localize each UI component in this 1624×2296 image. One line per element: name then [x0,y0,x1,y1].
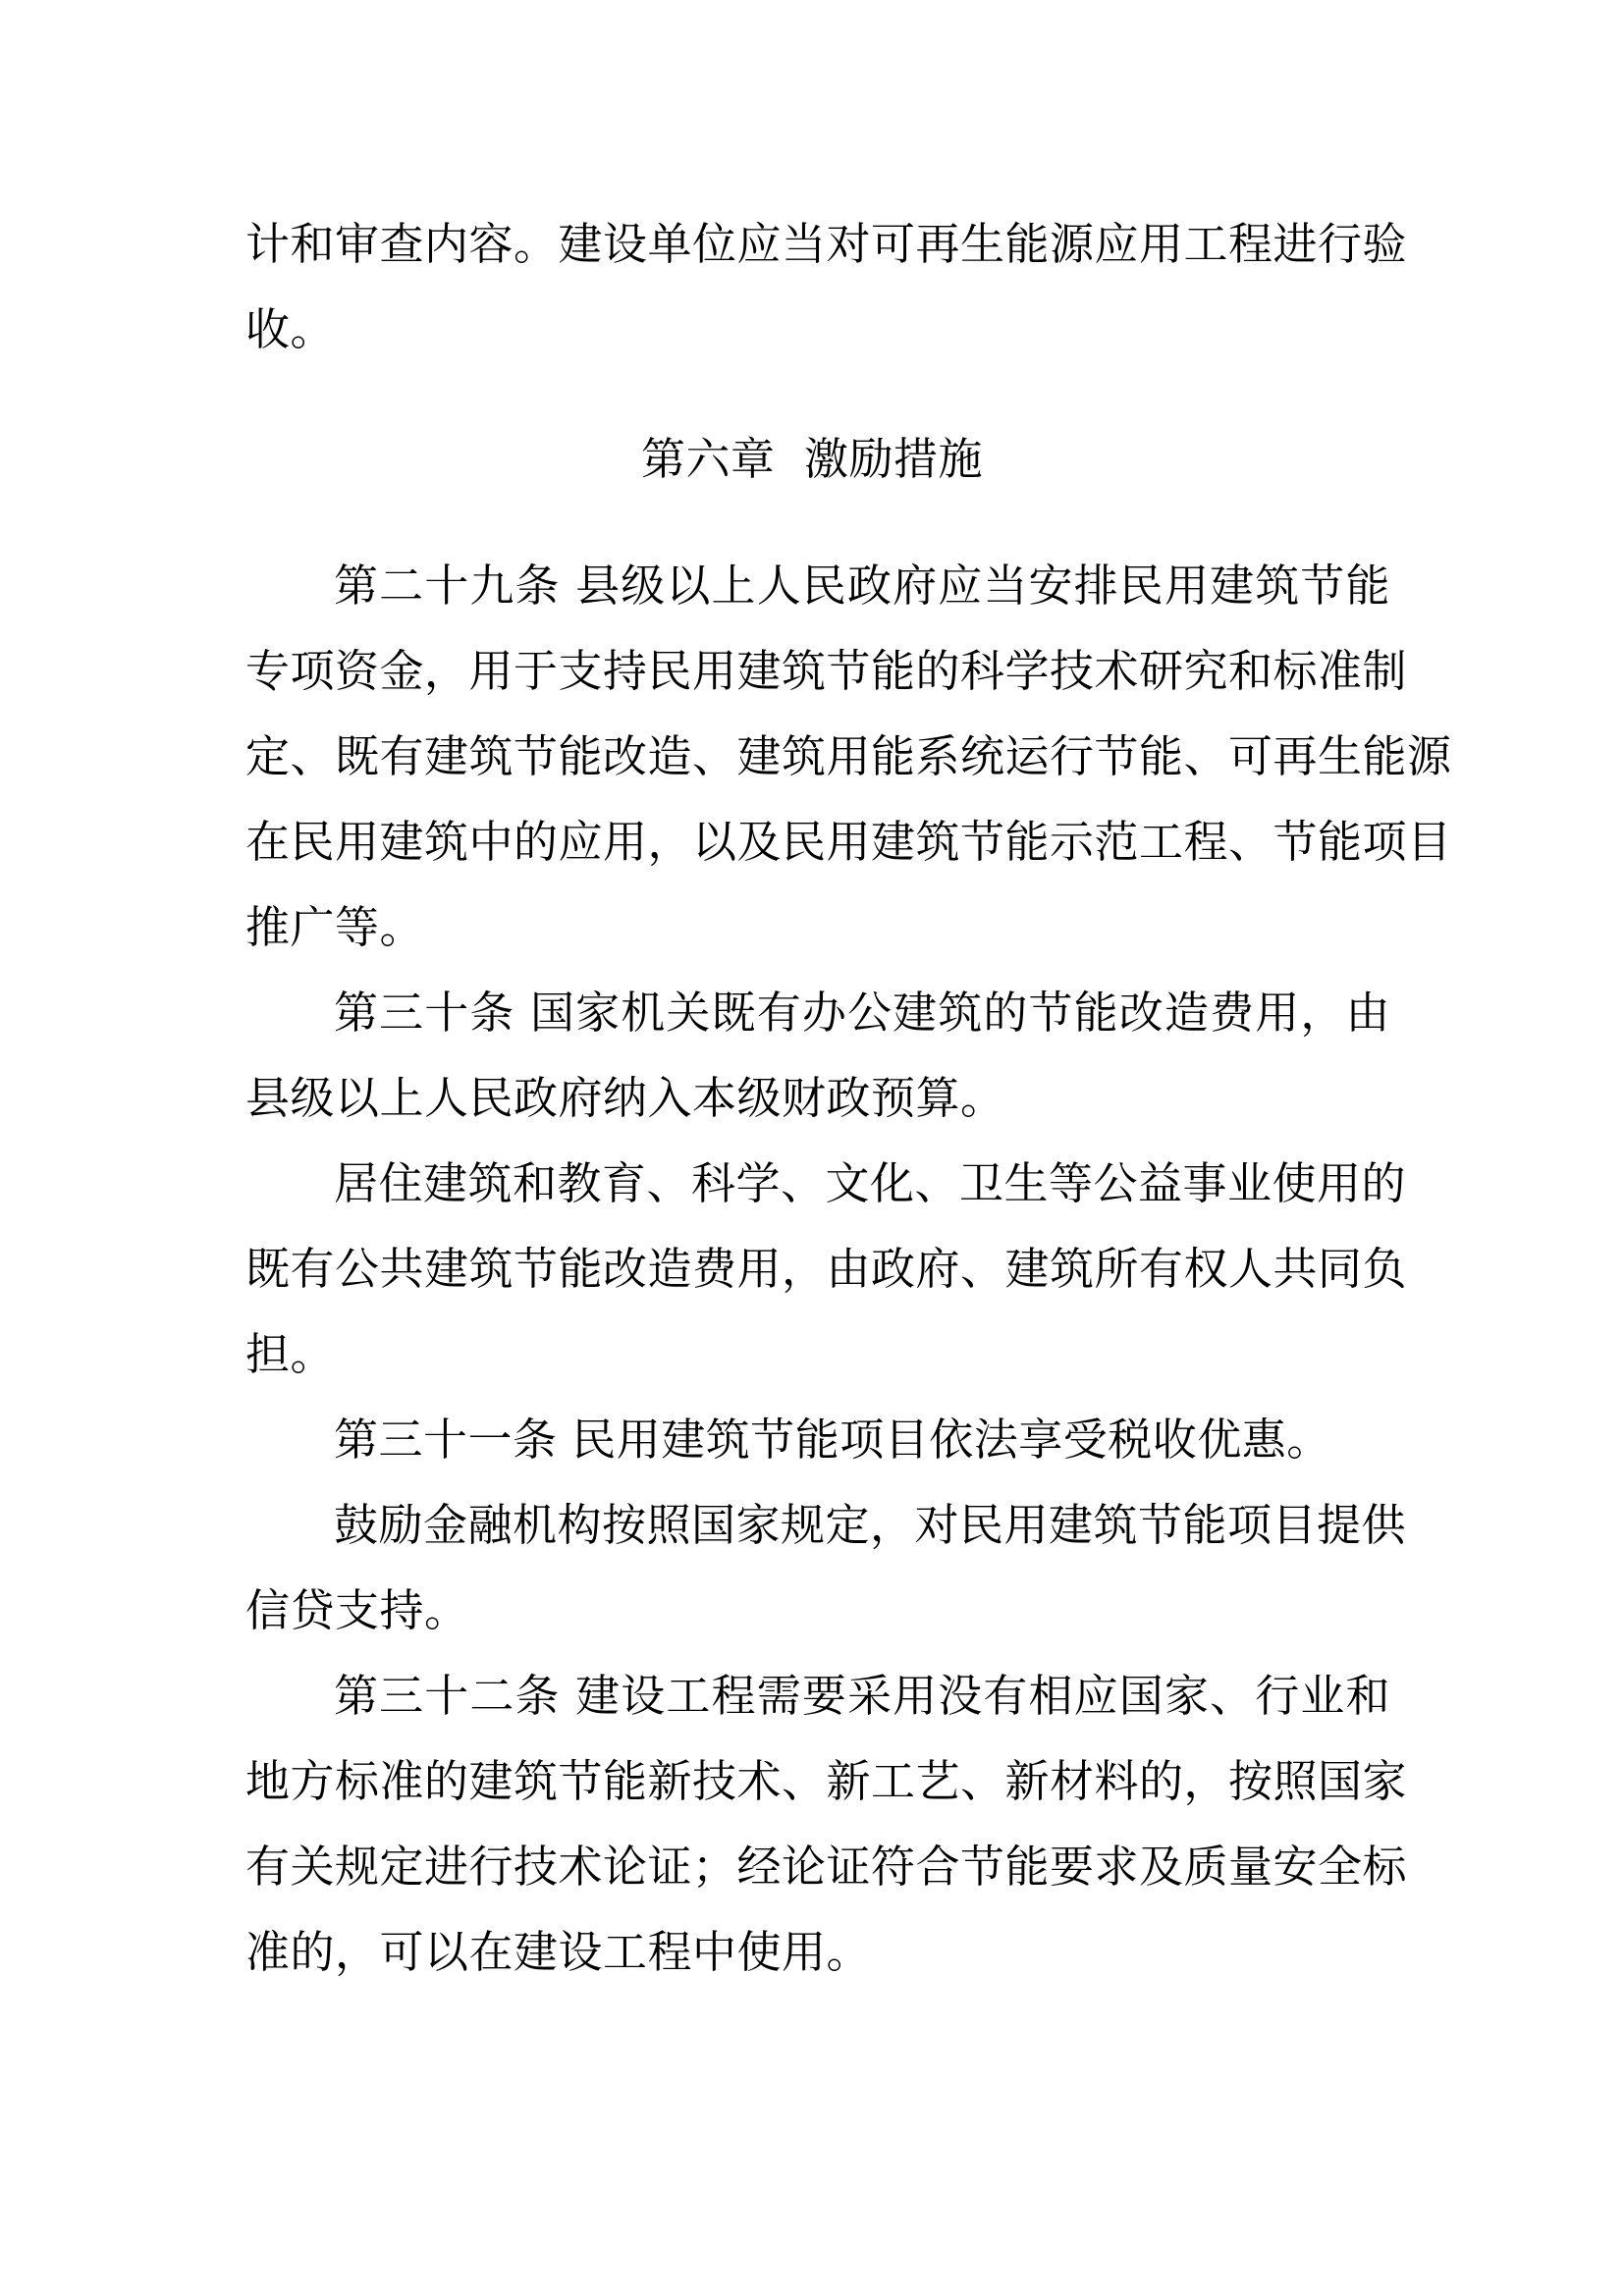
text-line: 第三十二条 建设工程需要采用没有相应国家、行业和 [334,1670,1390,1722]
article-32-paragraph [245,1653,1408,1995]
text-line: 既有公共建筑节能改造费用，由政府、建筑所有权人共同负 [245,1243,1408,1295]
article-31-paragraph [245,1397,1390,1482]
text-line: 计和审查内容。建设单位应当对可再生能源应用工程进行验 [245,218,1408,270]
text-line: 第三十条 国家机关既有办公建筑的节能改造费用，由 [334,987,1390,1039]
article-30-second-paragraph [245,1141,1408,1397]
continuation-paragraph [245,201,1408,372]
text-line: 信贷支持。 [245,1584,469,1636]
text-line: 第二十九条 县级以上人民政府应当安排民用建筑节能 [334,560,1390,612]
text-line: 准的，可以在建设工程中使用。 [245,1926,872,1978]
text-line: 担。 [245,1328,336,1380]
text-line: 鼓励金融机构按照国家规定，对民用建筑节能项目提供 [334,1499,1407,1551]
article-31-second-paragraph [245,1482,1407,1653]
article-30-paragraph [245,970,1390,1141]
text-line: 地方标准的建筑节能新技术、新工艺、新材料的，按照国家 [245,1755,1408,1807]
text-line: 在民用建筑中的应用，以及民用建筑节能示范工程、节能项目 [245,816,1452,868]
text-line: 居住建筑和教育、科学、文化、卫生等公益事业使用的 [334,1157,1407,1209]
chapter-title: 第六章 激励措施 [640,433,984,485]
text-line: 有关规定进行技术论证；经论证符合节能要求及质量安全标 [245,1841,1408,1893]
text-line: 定、既有建筑节能改造、建筑用能系统运行节能、可再生能源 [245,730,1452,782]
article-29-paragraph [245,543,1452,970]
text-line: 县级以上人民政府纳入本级财政预算。 [245,1072,1005,1124]
text-line: 专项资金，用于支持民用建筑节能的科学技术研究和标准制 [245,645,1408,697]
text-line: 推广等。 [245,901,425,953]
text-line: 第三十一条 民用建筑节能项目依法享受税收优惠。 [334,1414,1331,1466]
text-line: 收。 [245,303,336,355]
